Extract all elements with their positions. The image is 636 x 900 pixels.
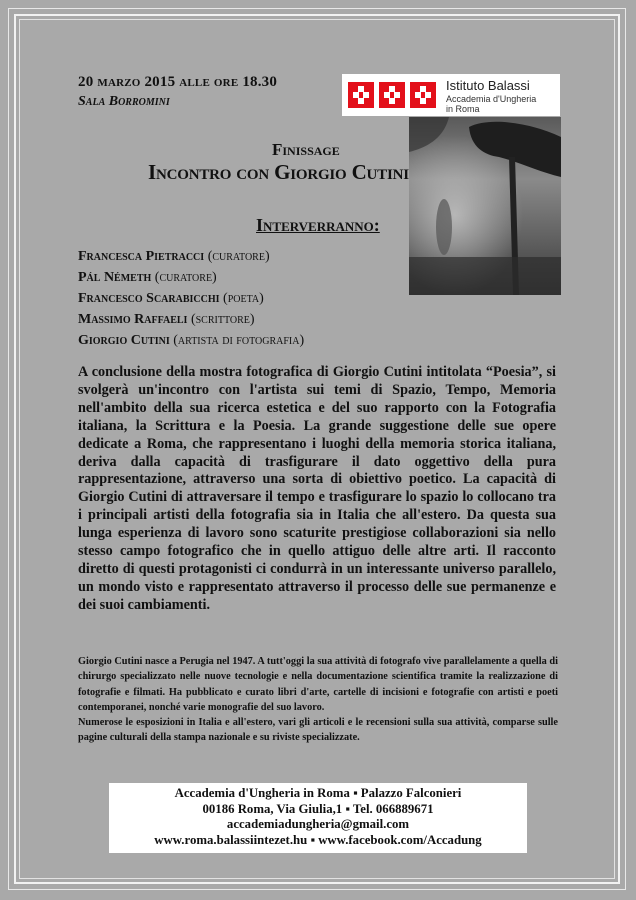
logo-title: Istituto Balassi <box>446 78 530 93</box>
list-item: Pál Németh (curatore) <box>78 270 217 285</box>
footer-address: Accademia d'Ungheria in Roma ▪ Palazzo Falconieri <box>174 786 462 800</box>
event-venue: Sala Borromini <box>78 94 170 109</box>
balassi-logo-icon <box>342 74 445 116</box>
bio-name: Giorgio Cutini <box>78 656 143 667</box>
logo-subtitle: Accademia d'Ungheria in Roma <box>446 94 537 114</box>
footer-email: accademiadungheria@gmail.com <box>226 817 410 831</box>
list-item: Massimo Raffaeli (scrittore) <box>78 312 255 327</box>
page-title: Incontro con Giorgio Cutini <box>148 160 409 184</box>
event-description: A conclusione della mostra fotografica di Giorgio Cutini intitolata “Poesia”, si svolgerà un'incontro con l'artista sui temi di Spazio, Tempo, Memoria nell'ambito della sua ricerca estetica e del suo rapporto con la Fotografia italiana, la Scrittura e la Poesia. La grande suggestione delle sue opere dedicate a Roma, che rappresentano i luoghi della memoria storica italiana, deriva dalla capacità di trasfigurare il dato oggettivo della pura rappresentazione, attraverso una sorta di obiettivo poetico. La capacità di Giorgio Cutini di attraversare il tempo e trasfigurare lo spazio lo collocano tra i principali artisti della fotografia sia in Italia che all'estero. Da questa sua lunga esperienza di lavoro sono scaturite prestigiose collaborazioni sia nello stesso campo fotografico che in quello attiguo delle altre arti. Il racconto diretto di questi protagonisti ci condurrà in un interessante universo parallelo, un mondo visto e rappresentato attraverso il processo delle sue permanenze e dei suoi cambiamenti. <box>78 364 556 613</box>
speakers-list <box>78 246 304 351</box>
list-item: Francesca Pietracci (curatore) <box>78 249 270 264</box>
list-item: Giorgio Cutini (artista di fotografia) <box>78 333 305 348</box>
artist-bio: Giorgio Cutini nasce a Perugia nel 1947. A tutt'oggi la sua attività di fotografo vive parallelamente a quella di chirurgo specializzato nelle nuove tecnologie e nella documentazione scientifica tramite la realizzazione di fotografie e filmati. Ha pubblicato e curato libri d'arte, cartelle di incisioni e fotografie con artisti e poeti contemporanei, nonché varie monografie del suo lavoro. Numerose le esposizioni in Italia e all'estero, vari gli articoli e le recensioni sulla sua attività, comparse sulle pagine culturali della stampa nazionale e su riviste specializzate. <box>78 656 558 744</box>
speakers-heading: Interverranno: <box>256 215 380 235</box>
event-date: 20 marzo 2015 alle ore 18.30 <box>78 74 278 90</box>
artist-photo <box>409 117 561 295</box>
contact-footer <box>109 783 527 853</box>
finissage-label: Finissage <box>272 140 340 159</box>
logo-mark <box>342 74 445 116</box>
footer-websites: www.roma.balassiintezet.hu ▪ www.facebook.com/Accadung <box>154 832 482 847</box>
list-item: Francesco Scarabicchi (poeta) <box>78 291 264 306</box>
footer-phone: 00186 Roma, Via Giulia,1 ▪ Tel. 066889671 <box>202 801 434 816</box>
